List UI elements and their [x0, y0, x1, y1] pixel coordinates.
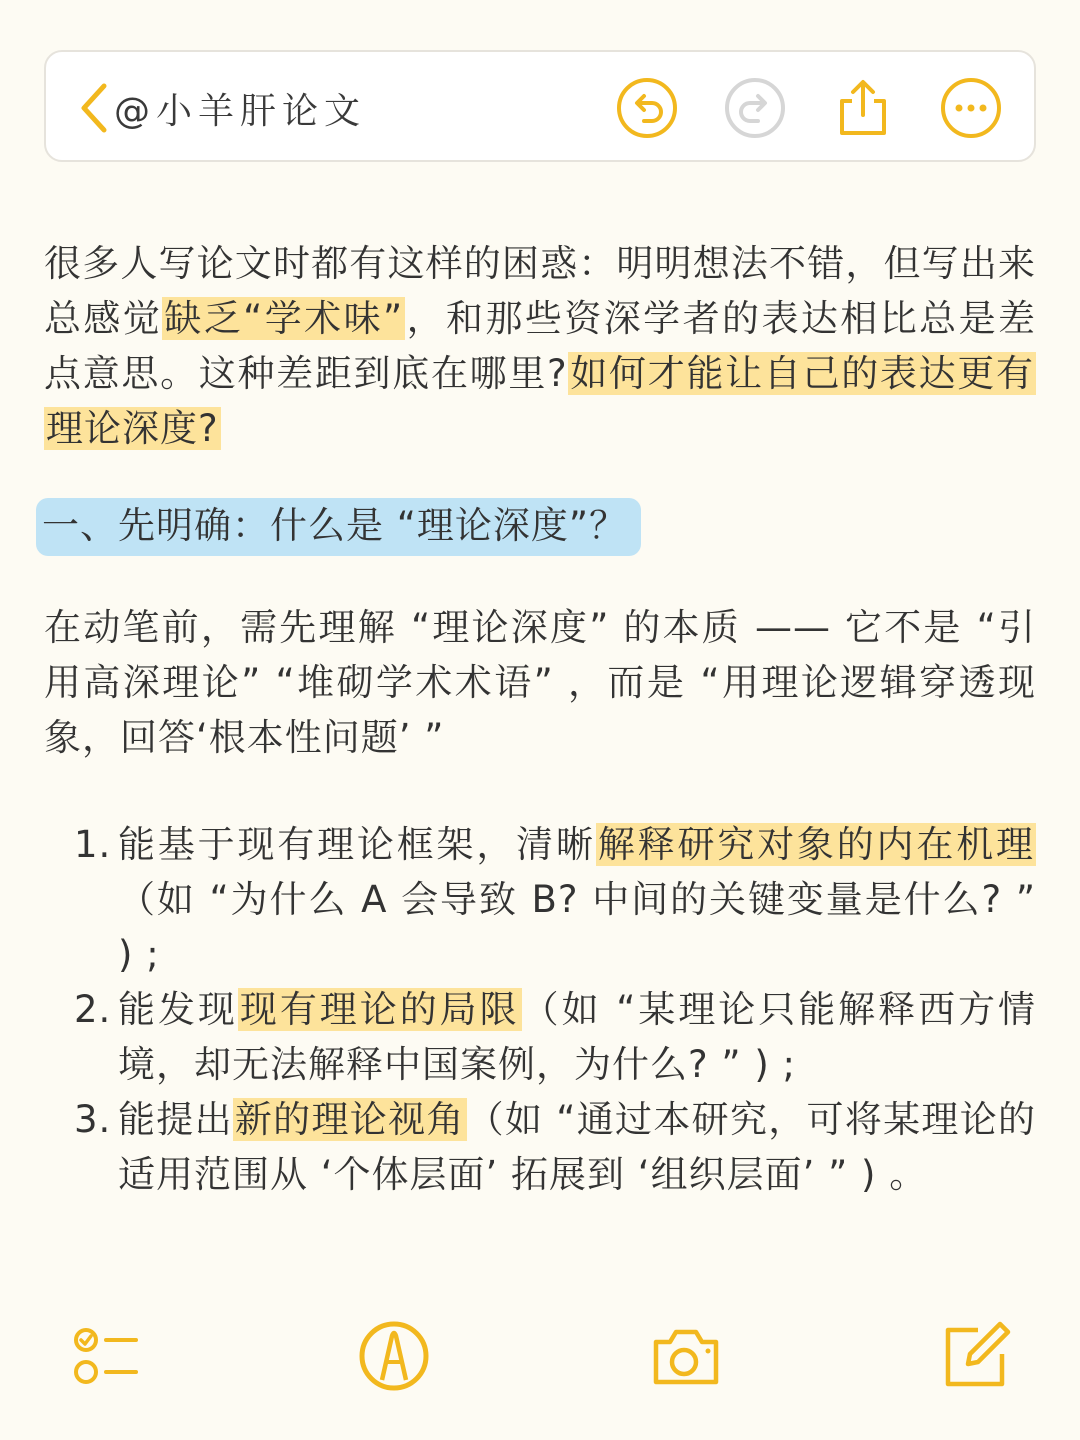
compose-button[interactable]	[938, 1318, 1014, 1394]
back-label: @小羊肝论文	[114, 90, 367, 132]
list-text: （如 “某理论只能解释西方情境，却无法解释中国案例，为什么? ” ) ;	[118, 988, 1037, 1086]
markup-button[interactable]	[356, 1318, 432, 1394]
list-item	[44, 982, 1036, 1092]
list-number: 2.	[74, 988, 112, 1031]
intro-text-2: ，和那些资深学者的表达相比总是差点意思。这种差距到底在哪里?	[44, 297, 1037, 395]
redo-icon	[724, 77, 786, 139]
list-text: 能基于现有理论框架，清晰	[118, 823, 596, 866]
numbered-list	[44, 817, 1036, 1202]
undo-icon	[616, 77, 678, 139]
list-text: （如 “为什么 A 会导致 B? 中间的关键变量是什么? ” ) ;	[118, 878, 1036, 976]
intro-highlight-2: 如何才能让自己的表达更有理论深度?	[46, 352, 1035, 450]
list-number: 1.	[74, 823, 112, 866]
list-text: 能发现	[118, 988, 238, 1031]
share-icon	[832, 77, 894, 139]
list-text: 能提出	[118, 1098, 233, 1141]
list-text: （如 “通过本研究，可将某理论的适用范围从 ‘个体层面’ 拓展到 ‘组织层面’ ” ) 。	[118, 1098, 1036, 1196]
compose-icon	[938, 1318, 1014, 1394]
undo-button[interactable]	[616, 77, 678, 139]
camera-button[interactable]	[648, 1318, 724, 1394]
list-item	[44, 1092, 1036, 1202]
intro-paragraph	[44, 236, 1036, 456]
list-highlight: 现有理论的局限	[239, 988, 520, 1031]
list-number: 3.	[74, 1098, 112, 1141]
more-button[interactable]	[940, 77, 1002, 139]
camera-icon	[648, 1318, 724, 1394]
markup-icon	[356, 1318, 432, 1394]
back-chevron-icon	[76, 80, 110, 136]
section-paragraph: 在动笔前，需先理解 “理论深度” 的本质 —— 它不是 “引用高深理论” “堆砌学术术语” ，而是 “用理论逻辑穿透现象，回答‘根本性问题’ ”	[44, 606, 1036, 759]
note-body[interactable]	[44, 236, 1036, 1202]
back-button[interactable]	[76, 80, 366, 136]
checklist-button[interactable]	[70, 1318, 146, 1394]
notes-toolbar	[44, 50, 1036, 162]
more-icon	[940, 77, 1002, 139]
list-item	[44, 817, 1036, 982]
intro-text-1: 很多人写论文时都有这样的困惑：明明想法不错，但写出来总感觉	[44, 242, 1036, 340]
checklist-icon	[70, 1318, 146, 1394]
redo-button[interactable]	[724, 77, 786, 139]
list-highlight: 解释研究对象的内在机理	[597, 823, 1035, 866]
intro-highlight-1: 缺乏“学术味”	[164, 297, 404, 340]
section-heading: 一、先明确：什么是 “理论深度”？	[36, 498, 641, 556]
share-button[interactable]	[832, 77, 894, 139]
list-highlight: 新的理论视角	[234, 1098, 465, 1141]
